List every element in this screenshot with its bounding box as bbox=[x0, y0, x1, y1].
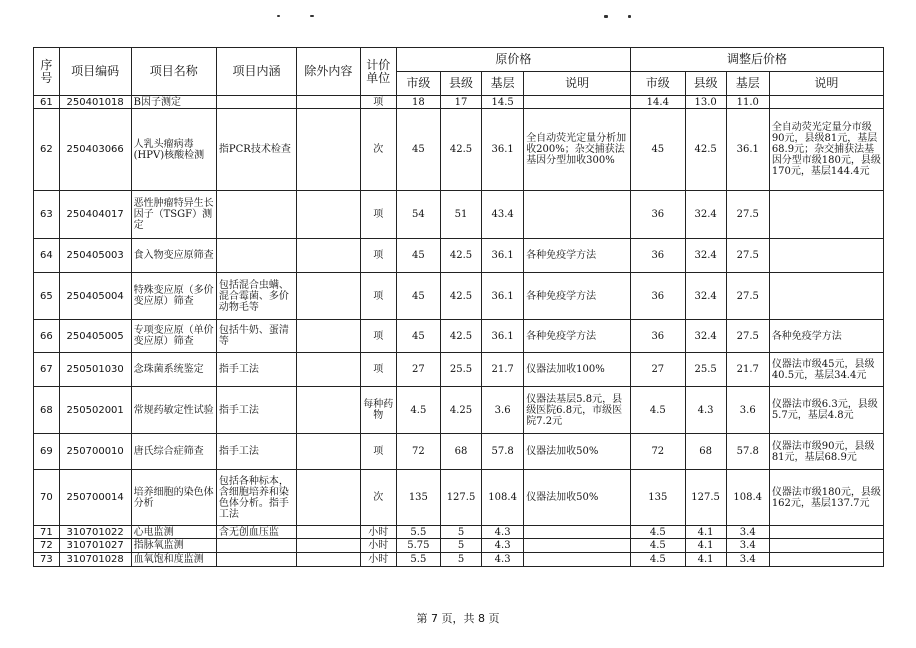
header-orig-city: 市级 bbox=[396, 72, 440, 96]
cell-o-city: 4.5 bbox=[396, 387, 440, 434]
cell-name: 常规药敏定性试验 bbox=[131, 387, 216, 434]
cell-code: 250501030 bbox=[59, 353, 131, 387]
cell-o-county: 42.5 bbox=[440, 273, 481, 320]
cell-a-note bbox=[769, 239, 883, 273]
cell-a-county: 4.3 bbox=[685, 387, 726, 434]
cell-name: 唐氏综合症筛查 bbox=[131, 434, 216, 470]
cell-a-city: 36 bbox=[631, 320, 685, 353]
cell-a-city: 36 bbox=[631, 273, 685, 320]
cell-o-note: 各种免疫学方法 bbox=[524, 239, 631, 273]
cell-code: 250405003 bbox=[59, 239, 131, 273]
cell-seq: 70 bbox=[34, 470, 60, 526]
cell-o-note: 全自动荧光定量分析加收200%；杂交捕获法基因分型加收300% bbox=[524, 109, 631, 191]
cell-content: 包括各种标本，含细胞培养和染色体分析。指手工法 bbox=[216, 470, 296, 526]
cell-seq: 72 bbox=[34, 539, 60, 553]
cell-a-note bbox=[769, 553, 883, 567]
cell-seq: 66 bbox=[34, 320, 60, 353]
cell-unit: 次 bbox=[360, 109, 396, 191]
cell-o-county: 5 bbox=[440, 526, 481, 539]
cell-o-note bbox=[524, 96, 631, 109]
cell-o-base: 108.4 bbox=[482, 470, 524, 526]
cell-unit: 小时 bbox=[360, 539, 396, 553]
cell-seq: 63 bbox=[34, 191, 60, 239]
cell-o-base: 36.1 bbox=[482, 239, 524, 273]
table-row bbox=[34, 320, 884, 353]
cell-unit: 次 bbox=[360, 470, 396, 526]
cell-seq: 61 bbox=[34, 96, 60, 109]
cell-unit: 项 bbox=[360, 191, 396, 239]
cell-a-county: 32.4 bbox=[685, 191, 726, 239]
table-row bbox=[34, 353, 884, 387]
table-row bbox=[34, 109, 884, 191]
cell-o-county: 4.25 bbox=[440, 387, 481, 434]
cell-a-county: 25.5 bbox=[685, 353, 726, 387]
cell-a-county: 32.4 bbox=[685, 239, 726, 273]
cell-name: 心电监测 bbox=[131, 526, 216, 539]
header-orig-base: 基层 bbox=[482, 72, 524, 96]
header-orig-county: 县级 bbox=[440, 72, 481, 96]
cell-o-base: 36.1 bbox=[482, 109, 524, 191]
cell-a-county: 4.1 bbox=[685, 539, 726, 553]
cell-name: 专项变应原（单价变应原）筛查 bbox=[131, 320, 216, 353]
cell-name: 血氧饱和度监测 bbox=[131, 553, 216, 567]
cell-o-city: 45 bbox=[396, 273, 440, 320]
cell-code: 310701028 bbox=[59, 553, 131, 567]
table-row bbox=[34, 470, 884, 526]
cell-a-city: 4.5 bbox=[631, 553, 685, 567]
cell-a-city: 72 bbox=[631, 434, 685, 470]
cell-a-note: 仪器法市级180元，县级162元，基层137.7元 bbox=[769, 470, 883, 526]
cell-o-city: 5.5 bbox=[396, 553, 440, 567]
scan-speck bbox=[628, 15, 631, 18]
cell-a-base: 27.5 bbox=[726, 191, 769, 239]
cell-o-city: 54 bbox=[396, 191, 440, 239]
cell-o-county: 127.5 bbox=[440, 470, 481, 526]
header-adjusted-price: 调整后价格 bbox=[631, 48, 884, 72]
cell-a-county: 127.5 bbox=[685, 470, 726, 526]
cell-code: 250700010 bbox=[59, 434, 131, 470]
cell-a-base: 27.5 bbox=[726, 273, 769, 320]
scan-speck bbox=[310, 15, 314, 17]
header-adj-county: 县级 bbox=[685, 72, 726, 96]
header-adj-city: 市级 bbox=[631, 72, 685, 96]
cell-a-base: 11.0 bbox=[726, 96, 769, 109]
table-row bbox=[34, 387, 884, 434]
cell-code: 250404017 bbox=[59, 191, 131, 239]
table-row bbox=[34, 526, 884, 539]
cell-seq: 67 bbox=[34, 353, 60, 387]
cell-a-note: 仪器法市级90元，县级81元，基层68.9元 bbox=[769, 434, 883, 470]
cell-content: 指PCR技术检查 bbox=[216, 109, 296, 191]
cell-o-county: 17 bbox=[440, 96, 481, 109]
cell-exclusion bbox=[297, 434, 361, 470]
cell-o-note bbox=[524, 539, 631, 553]
cell-exclusion bbox=[297, 526, 361, 539]
cell-a-city: 36 bbox=[631, 239, 685, 273]
cell-a-county: 42.5 bbox=[685, 109, 726, 191]
cell-o-county: 42.5 bbox=[440, 320, 481, 353]
header-original-price: 原价格 bbox=[396, 48, 630, 72]
cell-unit: 项 bbox=[360, 96, 396, 109]
cell-exclusion bbox=[297, 96, 361, 109]
cell-content bbox=[216, 239, 296, 273]
cell-a-city: 4.5 bbox=[631, 387, 685, 434]
cell-code: 250403066 bbox=[59, 109, 131, 191]
cell-a-city: 45 bbox=[631, 109, 685, 191]
cell-code: 250502001 bbox=[59, 387, 131, 434]
cell-o-note: 仪器法加收50% bbox=[524, 470, 631, 526]
header-content: 项目内涵 bbox=[216, 48, 296, 96]
cell-o-county: 25.5 bbox=[440, 353, 481, 387]
cell-code: 310701027 bbox=[59, 539, 131, 553]
cell-exclusion bbox=[297, 353, 361, 387]
cell-a-city: 36 bbox=[631, 191, 685, 239]
cell-code: 250700014 bbox=[59, 470, 131, 526]
cell-a-county: 4.1 bbox=[685, 553, 726, 567]
cell-name: 念珠菌系统鉴定 bbox=[131, 353, 216, 387]
cell-o-city: 45 bbox=[396, 109, 440, 191]
cell-name: 培养细胞的染色体分析 bbox=[131, 470, 216, 526]
cell-o-city: 45 bbox=[396, 239, 440, 273]
cell-o-base: 36.1 bbox=[482, 273, 524, 320]
cell-o-base: 3.6 bbox=[482, 387, 524, 434]
cell-a-note: 仪器法市级45元，县级40.5元，基层34.4元 bbox=[769, 353, 883, 387]
cell-exclusion bbox=[297, 553, 361, 567]
cell-a-note bbox=[769, 273, 883, 320]
cell-a-base: 3.4 bbox=[726, 539, 769, 553]
cell-a-city: 4.5 bbox=[631, 539, 685, 553]
cell-code: 250405005 bbox=[59, 320, 131, 353]
cell-o-county: 68 bbox=[440, 434, 481, 470]
cell-o-base: 4.3 bbox=[482, 526, 524, 539]
cell-o-base: 4.3 bbox=[482, 553, 524, 567]
header-exclusion: 除外内容 bbox=[297, 48, 361, 96]
header-seq: 序号 bbox=[34, 48, 60, 96]
cell-o-note bbox=[524, 191, 631, 239]
cell-o-note bbox=[524, 553, 631, 567]
cell-exclusion bbox=[297, 320, 361, 353]
header-adj-note: 说明 bbox=[769, 72, 883, 96]
page-footer: 第 7 页，共 8 页 bbox=[416, 612, 500, 625]
cell-o-base: 4.3 bbox=[482, 539, 524, 553]
cell-seq: 65 bbox=[34, 273, 60, 320]
cell-a-note bbox=[769, 526, 883, 539]
cell-o-county: 5 bbox=[440, 539, 481, 553]
cell-exclusion bbox=[297, 470, 361, 526]
cell-name: 食入物变应原筛查 bbox=[131, 239, 216, 273]
header-name: 项目名称 bbox=[131, 48, 216, 96]
cell-name: 人乳头瘤病毒(HPV)核酸检测 bbox=[131, 109, 216, 191]
cell-o-city: 72 bbox=[396, 434, 440, 470]
cell-o-note: 各种免疫学方法 bbox=[524, 273, 631, 320]
cell-a-note: 各种免疫学方法 bbox=[769, 320, 883, 353]
cell-unit: 小时 bbox=[360, 553, 396, 567]
cell-content bbox=[216, 96, 296, 109]
cell-a-note bbox=[769, 191, 883, 239]
cell-a-base: 108.4 bbox=[726, 470, 769, 526]
cell-a-county: 32.4 bbox=[685, 320, 726, 353]
cell-seq: 69 bbox=[34, 434, 60, 470]
table-row bbox=[34, 434, 884, 470]
cell-a-city: 4.5 bbox=[631, 526, 685, 539]
table-row bbox=[34, 553, 884, 567]
cell-o-city: 5.5 bbox=[396, 526, 440, 539]
scan-speck bbox=[604, 15, 608, 18]
cell-o-city: 18 bbox=[396, 96, 440, 109]
cell-o-city: 27 bbox=[396, 353, 440, 387]
cell-o-city: 45 bbox=[396, 320, 440, 353]
header-orig-note: 说明 bbox=[524, 72, 631, 96]
cell-o-note: 各种免疫学方法 bbox=[524, 320, 631, 353]
header-unit: 计价单位 bbox=[360, 48, 396, 96]
cell-o-base: 43.4 bbox=[482, 191, 524, 239]
scan-speck bbox=[277, 15, 280, 17]
cell-o-note: 仪器法加收100% bbox=[524, 353, 631, 387]
header-adj-base: 基层 bbox=[726, 72, 769, 96]
table-row bbox=[34, 191, 884, 239]
price-table bbox=[33, 47, 884, 567]
table-body bbox=[34, 96, 884, 567]
cell-content: 指手工法 bbox=[216, 387, 296, 434]
cell-seq: 73 bbox=[34, 553, 60, 567]
cell-o-note: 仪器法基层5.8元，县级医院6.8元，市级医院7.2元 bbox=[524, 387, 631, 434]
cell-a-base: 3.4 bbox=[726, 526, 769, 539]
cell-a-city: 135 bbox=[631, 470, 685, 526]
cell-o-city: 5.75 bbox=[396, 539, 440, 553]
cell-unit: 项 bbox=[360, 434, 396, 470]
cell-o-base: 57.8 bbox=[482, 434, 524, 470]
cell-o-county: 5 bbox=[440, 553, 481, 567]
cell-o-county: 42.5 bbox=[440, 109, 481, 191]
cell-content: 指手工法 bbox=[216, 434, 296, 470]
table-row bbox=[34, 96, 884, 109]
cell-o-base: 14.5 bbox=[482, 96, 524, 109]
cell-o-base: 36.1 bbox=[482, 320, 524, 353]
cell-name: 特殊变应原（多价变应原）筛查 bbox=[131, 273, 216, 320]
cell-unit: 项 bbox=[360, 239, 396, 273]
cell-unit: 项 bbox=[360, 273, 396, 320]
cell-a-county: 32.4 bbox=[685, 273, 726, 320]
cell-content: 指手工法 bbox=[216, 353, 296, 387]
cell-code: 250401018 bbox=[59, 96, 131, 109]
cell-exclusion bbox=[297, 191, 361, 239]
cell-a-base: 3.6 bbox=[726, 387, 769, 434]
cell-name: 恶性肿瘤特异生长因子（TSGF）测定 bbox=[131, 191, 216, 239]
cell-a-base: 57.8 bbox=[726, 434, 769, 470]
cell-content bbox=[216, 553, 296, 567]
cell-content: 含无创血压监 bbox=[216, 526, 296, 539]
cell-o-note: 仪器法加收50% bbox=[524, 434, 631, 470]
cell-exclusion bbox=[297, 109, 361, 191]
cell-a-city: 27 bbox=[631, 353, 685, 387]
cell-o-note bbox=[524, 526, 631, 539]
cell-a-base: 27.5 bbox=[726, 239, 769, 273]
cell-a-base: 36.1 bbox=[726, 109, 769, 191]
cell-a-county: 4.1 bbox=[685, 526, 726, 539]
cell-o-county: 42.5 bbox=[440, 239, 481, 273]
cell-seq: 71 bbox=[34, 526, 60, 539]
cell-exclusion bbox=[297, 239, 361, 273]
cell-a-county: 68 bbox=[685, 434, 726, 470]
cell-content bbox=[216, 539, 296, 553]
cell-a-base: 3.4 bbox=[726, 553, 769, 567]
cell-a-note: 全自动荧光定量分市级90元，县级81元，基层68.9元；杂交捕获法基因分型市级180元，县级170元，基层144.4元 bbox=[769, 109, 883, 191]
cell-content: 包括牛奶、蛋清等 bbox=[216, 320, 296, 353]
header-code: 项目编码 bbox=[59, 48, 131, 96]
cell-unit: 小时 bbox=[360, 526, 396, 539]
cell-unit: 项 bbox=[360, 320, 396, 353]
table-row bbox=[34, 273, 884, 320]
cell-code: 310701022 bbox=[59, 526, 131, 539]
table-row bbox=[34, 539, 884, 553]
cell-a-note bbox=[769, 96, 883, 109]
cell-name: 指脉氧监测 bbox=[131, 539, 216, 553]
cell-o-city: 135 bbox=[396, 470, 440, 526]
cell-name: B因子测定 bbox=[131, 96, 216, 109]
cell-code: 250405004 bbox=[59, 273, 131, 320]
cell-seq: 62 bbox=[34, 109, 60, 191]
cell-exclusion bbox=[297, 273, 361, 320]
cell-a-note bbox=[769, 539, 883, 553]
cell-unit: 每种药物 bbox=[360, 387, 396, 434]
cell-a-county: 13.0 bbox=[685, 96, 726, 109]
cell-exclusion bbox=[297, 539, 361, 553]
table-row bbox=[34, 239, 884, 273]
cell-content: 包括混合虫螨、混合霉菌、多价动物毛等 bbox=[216, 273, 296, 320]
cell-seq: 68 bbox=[34, 387, 60, 434]
cell-exclusion bbox=[297, 387, 361, 434]
cell-a-note: 仪器法市级6.3元，县级5.7元，基层4.8元 bbox=[769, 387, 883, 434]
cell-content bbox=[216, 191, 296, 239]
cell-a-base: 21.7 bbox=[726, 353, 769, 387]
cell-a-base: 27.5 bbox=[726, 320, 769, 353]
cell-o-county: 51 bbox=[440, 191, 481, 239]
cell-unit: 项 bbox=[360, 353, 396, 387]
cell-seq: 64 bbox=[34, 239, 60, 273]
cell-a-city: 14.4 bbox=[631, 96, 685, 109]
cell-o-base: 21.7 bbox=[482, 353, 524, 387]
